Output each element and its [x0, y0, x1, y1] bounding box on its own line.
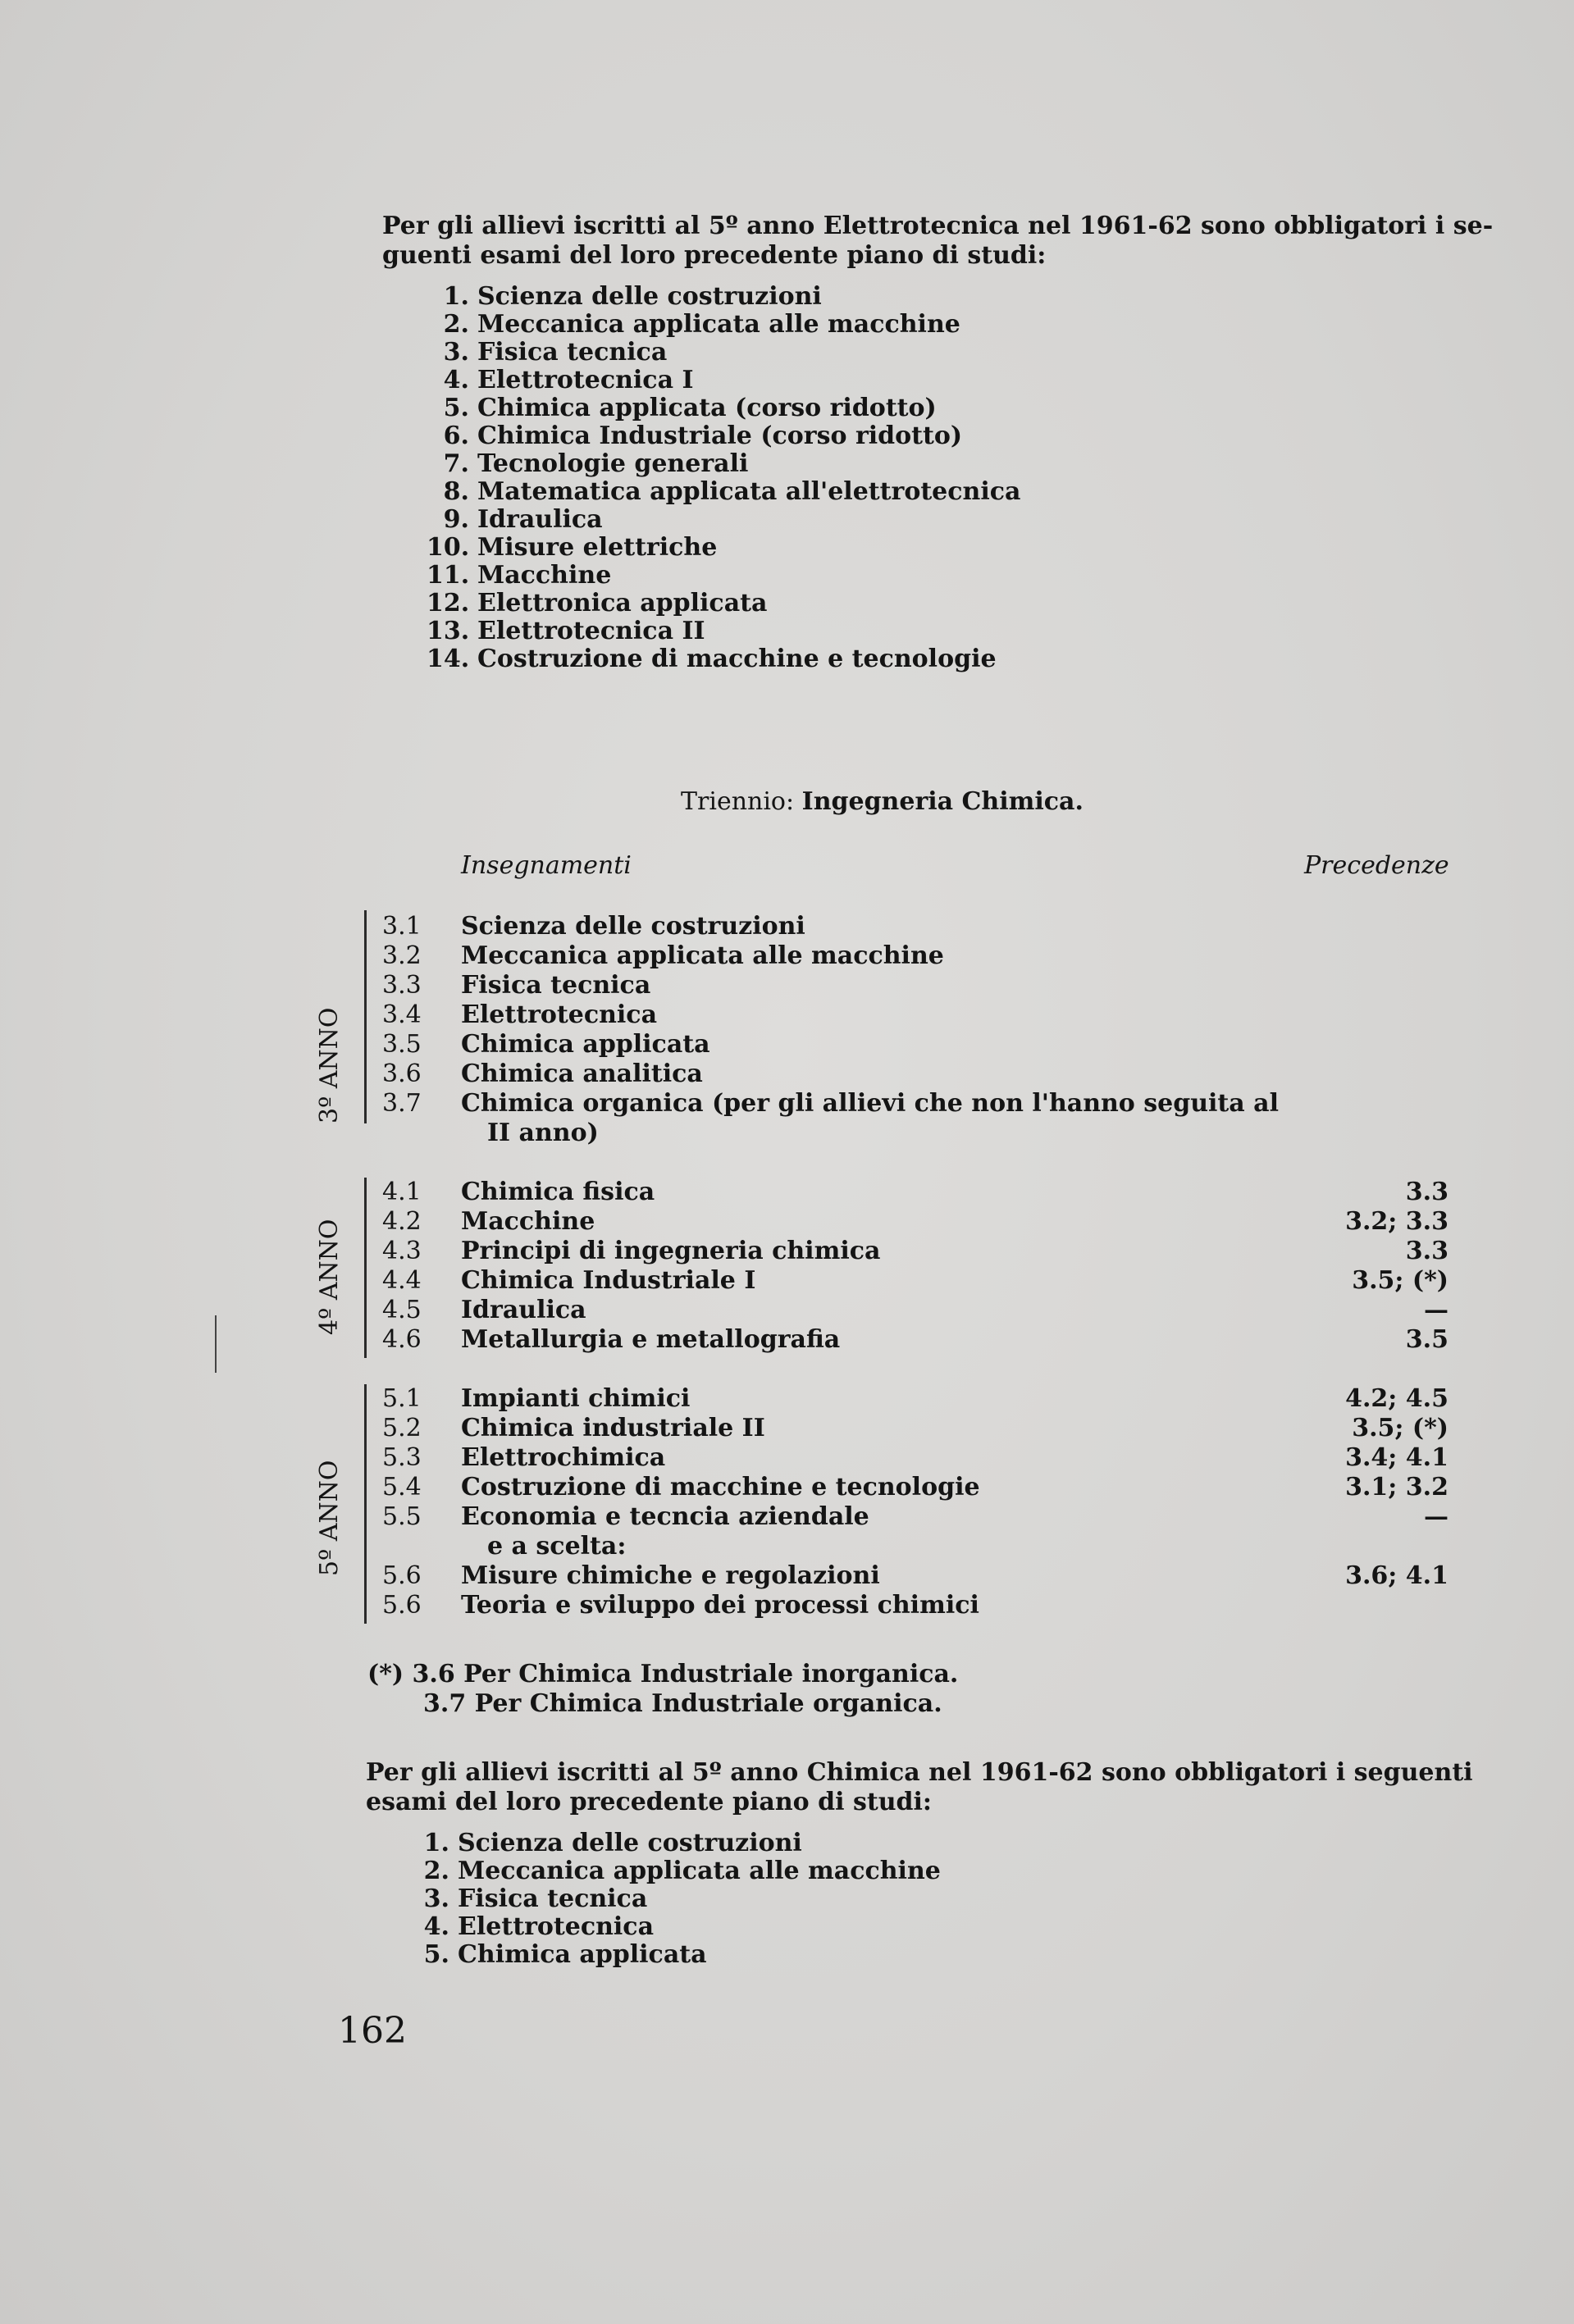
electro-list-item-text: Matematica applicata all'elettrotecnica — [477, 477, 1021, 506]
electro-list-item-text: Elettrotecnica II — [477, 617, 705, 645]
year4-row — [382, 1296, 1449, 1325]
electro-list-item — [427, 561, 611, 590]
year4-row-precedence: — — [1424, 1296, 1449, 1324]
electro-list-item — [427, 617, 705, 645]
electro-list-item-number: 4. — [443, 366, 469, 394]
year5-row-name: Elettrochimica — [461, 1443, 666, 1472]
electro-list-item-number: 2. — [443, 310, 469, 339]
year5-row-name: Teoria e sviluppo dei processi chimici — [461, 1591, 979, 1620]
year4-row-code: 4.5 — [382, 1296, 422, 1324]
year4-bracket — [364, 1178, 367, 1358]
electro-list-item-number: 6. — [443, 422, 469, 450]
electro-list-item-number: 9. — [443, 505, 469, 534]
year5-row-code: 5.4 — [382, 1473, 422, 1501]
electro-list-item — [427, 394, 937, 422]
page-number: 162 — [338, 2010, 407, 2052]
electro-list-item-number: 13. — [427, 617, 470, 645]
electro-list-item-text: Costruzione di macchine e tecnologie — [477, 645, 997, 673]
year3-row-name: Meccanica applicata alle macchine — [461, 941, 944, 970]
chim-list-item-text: Meccanica applicata alle macchine — [458, 1857, 941, 1885]
year3-row-name: Elettrotecnica — [461, 1000, 658, 1029]
year5-row-name: Misure chimiche e regolazioni — [461, 1561, 880, 1590]
year5-row-precedence: 3.6; 4.1 — [1345, 1561, 1449, 1590]
chim-list-item-number: 2. — [423, 1857, 449, 1885]
chim-list-item-number: 4. — [423, 1912, 449, 1941]
chim-list-item-text: Fisica tecnica — [458, 1884, 648, 1913]
electro-list-item — [427, 533, 717, 562]
electro-list-item-text: Misure elettriche — [477, 533, 718, 562]
year5-row-name: Impianti chimici — [461, 1384, 691, 1413]
year4-row-code: 4.4 — [382, 1266, 422, 1295]
year4-row-name: Principi di ingegneria chimica — [461, 1237, 881, 1265]
year4-row-precedence: 3.5; (*) — [1352, 1266, 1449, 1295]
electro-list-item-number: 5. — [443, 394, 469, 422]
year3-row-code: 3.1 — [382, 912, 422, 941]
year4-row — [382, 1266, 1449, 1296]
chim-list-item — [407, 1857, 941, 1885]
electro-list-item-text: Macchine — [477, 561, 612, 590]
chim-list-item-number: 1. — [423, 1829, 449, 1857]
year3-continuation: II anno) — [487, 1119, 599, 1147]
intro-electro-line2: guenti esami del loro precedente piano di studi: — [382, 241, 1047, 270]
year5-row-precedence: 3.1; 3.2 — [1345, 1473, 1449, 1501]
intro-electro-line1: Per gli allievi iscritti al 5º anno Elettrotecnica nel 1961-62 sono obbligatori i se- — [382, 212, 1494, 240]
electro-list-item — [427, 449, 748, 478]
year3-row — [382, 941, 1449, 971]
electro-list-item — [427, 589, 767, 617]
electro-list-item-number: 8. — [443, 477, 469, 506]
chim-list-item-text: Scienza delle costruzioni — [458, 1829, 802, 1857]
year5-row-code: 5.3 — [382, 1443, 422, 1472]
electro-list-item-text: Chimica Industriale (corso ridotto) — [477, 422, 963, 450]
year5-row-code: 5.5 — [382, 1502, 422, 1531]
year4-row — [382, 1325, 1449, 1355]
year3-row — [382, 1089, 1449, 1119]
year5-row-code: 5.1 — [382, 1384, 422, 1413]
year3-row-code: 3.7 — [382, 1089, 422, 1118]
year3-row — [382, 1030, 1449, 1059]
electro-list-item — [427, 477, 1020, 506]
year4-row-precedence: 3.3 — [1405, 1178, 1449, 1206]
year5-row-code: 5.6 — [382, 1561, 422, 1590]
year5-row — [382, 1591, 1449, 1620]
year4-row-name: Macchine — [461, 1207, 595, 1236]
chim-list-item-number: 5. — [423, 1940, 449, 1969]
year4-row-name: Chimica fisica — [461, 1178, 655, 1206]
year5-row — [382, 1532, 1449, 1561]
year5-row — [382, 1414, 1449, 1443]
year5-row-precedence: 3.4; 4.1 — [1345, 1443, 1449, 1472]
year3-row-code: 3.2 — [382, 941, 422, 970]
electro-list-item — [427, 422, 962, 450]
year4-row-precedence: 3.5 — [1405, 1325, 1449, 1354]
chim-list-item-text: Elettrotecnica — [458, 1912, 655, 1941]
year5-row — [382, 1443, 1449, 1473]
electro-list-item-text: Elettrotecnica I — [477, 366, 694, 394]
electro-list-item-text: Fisica tecnica — [477, 338, 668, 367]
year4-row — [382, 1237, 1449, 1266]
year5-row-code: 5.6 — [382, 1591, 422, 1620]
electro-list-item-text: Elettronica applicata — [477, 589, 768, 617]
year4-label: 4º ANNO — [315, 1219, 344, 1335]
year3-row-code: 3.4 — [382, 1000, 422, 1029]
year4-row-code: 4.6 — [382, 1325, 422, 1354]
year3-row-code: 3.6 — [382, 1059, 422, 1088]
year5-row-name: Costruzione di macchine e tecnologie — [461, 1473, 980, 1501]
electro-list-item-number: 3. — [443, 338, 469, 367]
year5-bracket — [364, 1384, 367, 1624]
chim-list-item — [407, 1884, 647, 1913]
year4-row-code: 4.1 — [382, 1178, 422, 1206]
year5-row — [382, 1473, 1449, 1502]
year5-row — [382, 1502, 1449, 1532]
margin-mark — [215, 1315, 217, 1373]
year3-bracket — [364, 910, 367, 1123]
year5-row-code: 5.2 — [382, 1414, 422, 1442]
year5-row-name: Chimica industriale II — [461, 1414, 765, 1442]
electro-list-item-text: Tecnologie generali — [477, 449, 749, 478]
year5-row — [382, 1384, 1449, 1414]
year5-row — [382, 1561, 1449, 1591]
year3-row-code: 3.3 — [382, 971, 422, 1000]
electro-list-item-number: 12. — [427, 589, 470, 617]
electro-list-item — [427, 310, 960, 339]
year4-row-name: Metallurgia e metallografia — [461, 1325, 841, 1354]
electro-list-item-number: 14. — [427, 645, 470, 673]
electro-list-item — [427, 366, 693, 394]
year4-row — [382, 1178, 1449, 1207]
year3-row-name: Chimica analitica — [461, 1059, 703, 1088]
year3-row-name: Chimica applicata — [461, 1030, 710, 1059]
year5-row-precedence: 3.5; (*) — [1352, 1414, 1449, 1442]
electro-list-item-number: 11. — [427, 561, 470, 590]
year3-row-name: Fisica tecnica — [461, 971, 651, 1000]
year5-row-precedence: — — [1424, 1502, 1449, 1531]
electro-list-item-text: Scienza delle costruzioni — [477, 282, 822, 311]
triennio-heading — [681, 787, 1084, 817]
year5-row-precedence: 4.2; 4.5 — [1345, 1384, 1449, 1413]
year4-row-code: 4.2 — [382, 1207, 422, 1236]
year4-row-name: Chimica Industriale I — [461, 1266, 756, 1295]
year5-label: 5º ANNO — [315, 1460, 344, 1576]
column-precedenze: Precedenze — [1304, 851, 1449, 880]
triennio-prefix: Triennio: — [681, 787, 795, 816]
electro-list-item-number: 10. — [427, 533, 470, 562]
footnote-1: (*) 3.6 Per Chimica Industriale inorganica. — [367, 1660, 959, 1688]
electro-list-item-number: 7. — [443, 449, 469, 478]
year3-row-name: Scienza delle costruzioni — [461, 912, 805, 941]
year3-row — [382, 971, 1449, 1000]
electro-list-item — [427, 282, 822, 311]
year4-row-precedence: 3.2; 3.3 — [1345, 1207, 1449, 1236]
electro-list-item-text: Idraulica — [477, 505, 603, 534]
electro-list-item — [427, 338, 667, 367]
year4-row-precedence: 3.3 — [1405, 1237, 1449, 1265]
year3-row — [382, 1000, 1449, 1030]
intro-chim-line2: esami del loro precedente piano di studi: — [366, 1788, 932, 1816]
electro-list-item-text: Meccanica applicata alle macchine — [477, 310, 960, 339]
year3-row — [382, 912, 1449, 941]
year5-row-name: Economia e tecncia aziendale — [461, 1502, 869, 1531]
year3-row-code: 3.5 — [382, 1030, 422, 1059]
chim-list-item-text: Chimica applicata — [458, 1940, 707, 1969]
electro-list-item-text: Chimica applicata (corso ridotto) — [477, 394, 937, 422]
footnote-2: 3.7 Per Chimica Industriale organica. — [423, 1689, 942, 1718]
chim-list-item — [407, 1829, 802, 1857]
year3-row — [382, 1059, 1449, 1089]
electro-list-item-number: 1. — [443, 282, 469, 311]
electro-list-item — [427, 505, 603, 534]
year3-row-name: Chimica organica (per gli allievi che non l'hanno seguita al — [461, 1089, 1280, 1118]
triennio-name: Ingegneria Chimica. — [801, 787, 1084, 816]
year4-row — [382, 1207, 1449, 1237]
year3-label: 3º ANNO — [315, 1007, 344, 1123]
year4-row-code: 4.3 — [382, 1237, 422, 1265]
column-insegnamenti: Insegnamenti — [461, 851, 632, 880]
chim-list-item — [407, 1912, 654, 1941]
year4-row-name: Idraulica — [461, 1296, 586, 1324]
chim-list-item-number: 3. — [423, 1884, 449, 1913]
electro-list-item — [427, 645, 997, 673]
intro-chim-line1: Per gli allievi iscritti al 5º anno Chimica nel 1961-62 sono obbligatori i seguenti — [366, 1758, 1473, 1787]
chim-list-item — [407, 1940, 707, 1969]
year5-row-name: e a scelta: — [487, 1532, 627, 1561]
